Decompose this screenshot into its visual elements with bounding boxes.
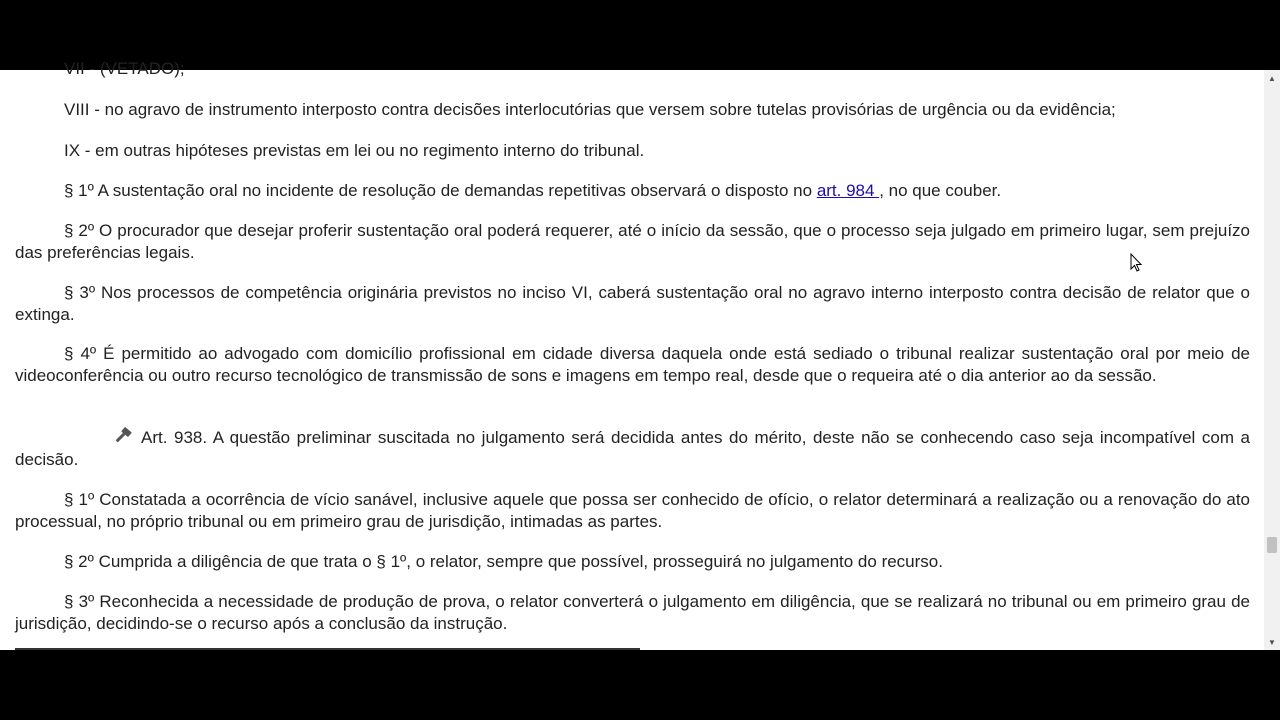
paragraph-text-after-link: , no que couber. bbox=[879, 181, 1002, 200]
paragraph-2-art-938: § 2º Cumprida a diligência de que trata o § 1º, o relator, sempre que possível, prosseguirá no julgamento do recurso. bbox=[64, 552, 943, 571]
triangle-down-icon[interactable]: ▼ bbox=[1268, 637, 1276, 647]
document-viewport[interactable] bbox=[0, 59, 1280, 650]
vertical-scrollbar[interactable] bbox=[1264, 70, 1280, 650]
inciso-ix: IX - em outras hipóteses previstas em lei ou no regimento interno do tribunal. bbox=[64, 141, 645, 160]
article-938 bbox=[15, 427, 1250, 470]
paragraph-4-art-937: § 4º É permitido ao advogado com domicílio profissional em cidade diversa daquela onde está sediado o tribunal realizar sustentação oral por meio de videoconferência ou outro recurso tecnológico de transmissão de sons e imagens em tempo real, desde que o requeira até o dia anterior ao da sessão. bbox=[15, 344, 1250, 385]
clipped-line-vii: VII - (VETADO); bbox=[64, 59, 185, 78]
gavel-icon[interactable] bbox=[113, 428, 135, 446]
triangle-up-icon[interactable]: ▲ bbox=[1268, 73, 1276, 83]
paragraph-2-art-937: § 2º O procurador que desejar proferir sustentação oral poderá requerer, até o início da sessão, que o processo seja julgado em primeiro lugar, sem prejuízo das preferências legais. bbox=[15, 221, 1250, 262]
art-984-link[interactable]: art. 984 bbox=[816, 181, 880, 200]
article-938-text: Art. 938. A questão preliminar suscitada no julgamento será decidida antes do mérito, deste não se conhecendo caso seja incompatível com a decisão. bbox=[15, 428, 1250, 469]
paragraph-text-before-link: § 1º A sustentação oral no incidente de resolução de demandas repetitivas observará o disposto no bbox=[64, 181, 817, 200]
paragraph-1-art-937 bbox=[15, 180, 1250, 202]
paragraph-3-art-938: § 3º Reconhecida a necessidade de produção de prova, o relator converterá o julgamento em diligência, que se realizará no tribunal ou em primeiro grau de jurisdição, decidindo-se o recurso após a conclusão da instrução. bbox=[15, 592, 1250, 633]
inciso-viii: VIII - no agravo de instrumento interposto contra decisões interlocutórias que versem sobre tutelas provisórias de urgência ou da evidência; bbox=[64, 100, 1116, 119]
horizontal-rule bbox=[15, 648, 640, 650]
scroll-thumb[interactable] bbox=[1267, 537, 1277, 553]
paragraph-1-art-938: § 1º Constatada a ocorrência de vício sanável, inclusive aquele que possa ser conhecido de ofício, o relator determinará a realização ou a renovação do ato processual, no próprio tribunal ou em primeiro grau de jurisdição, intimadas as partes. bbox=[15, 490, 1250, 531]
paragraph-3-art-937: § 3º Nos processos de competência originária previstos no inciso VI, caberá sustentação oral no agravo interno interposto contra decisão de relator que o extinga. bbox=[15, 283, 1250, 324]
